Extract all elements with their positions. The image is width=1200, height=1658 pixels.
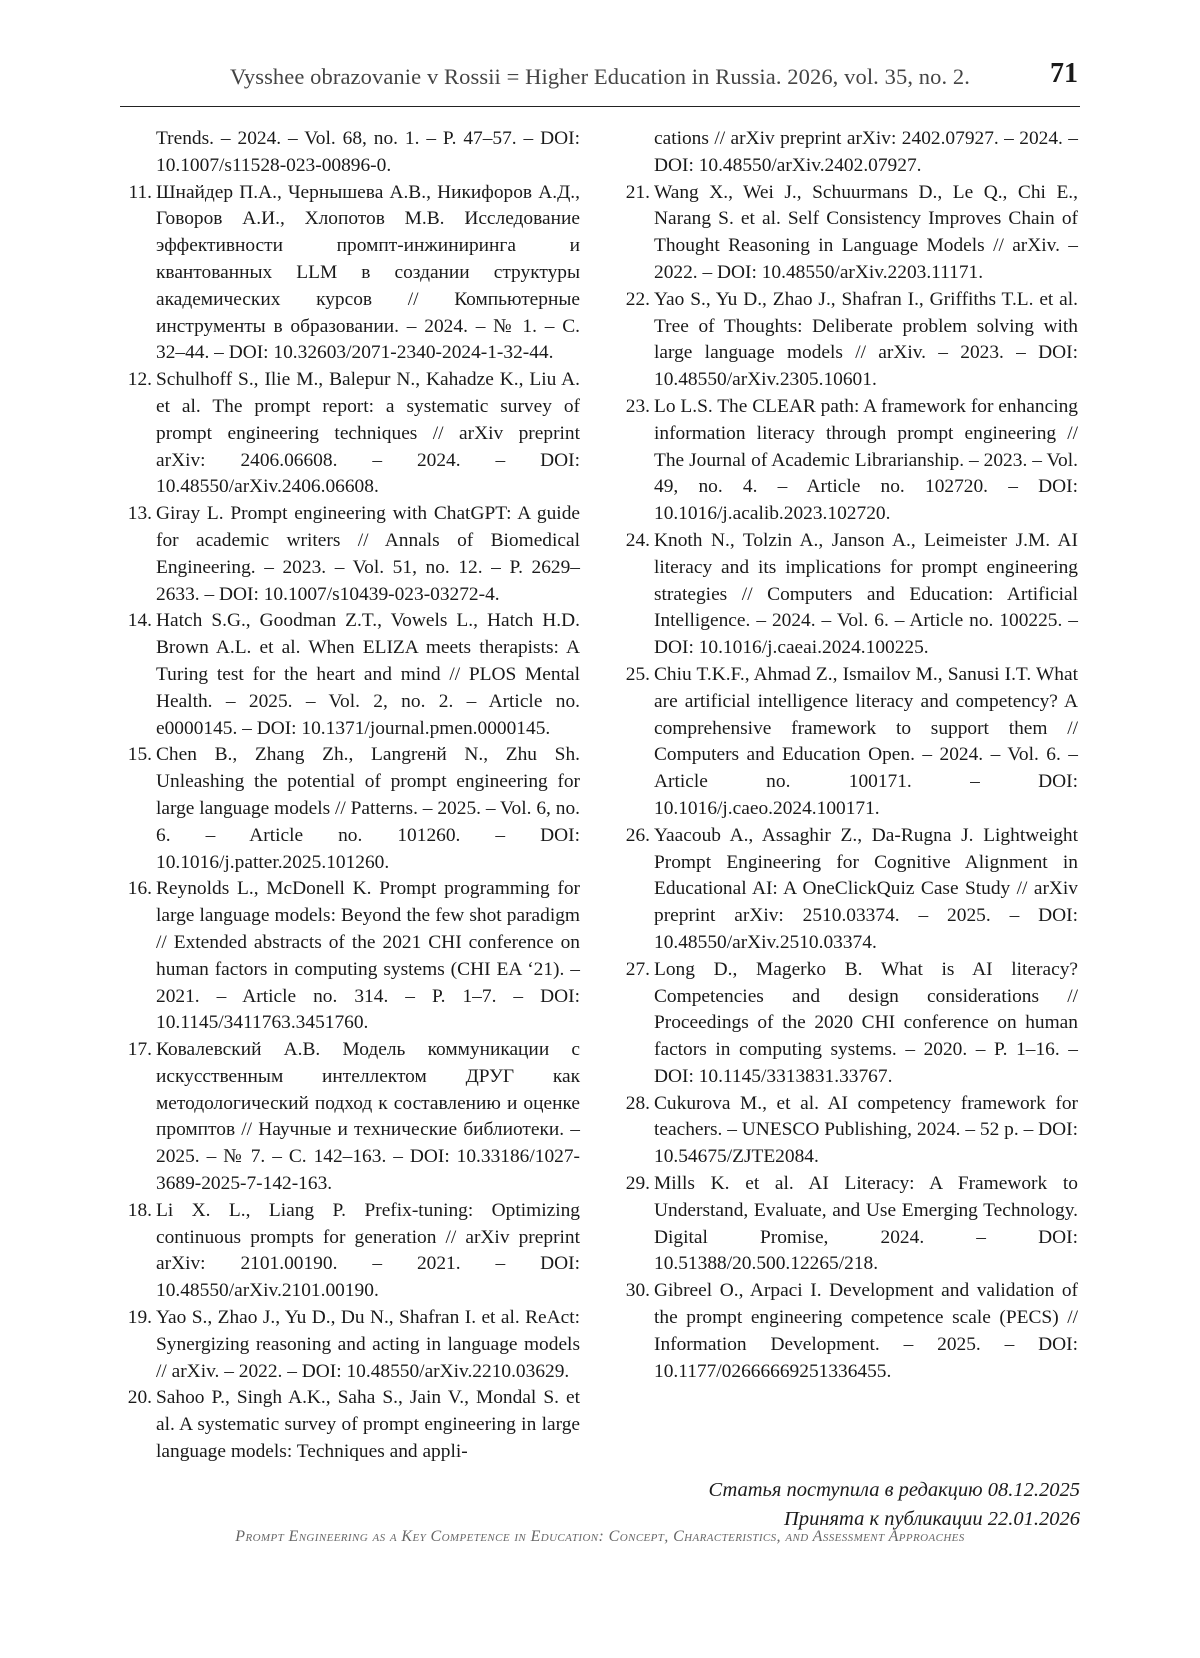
reference-text: Chiu T.K.F., Ahmad Z., Ismailov M., Sanusi I.T. What are artificial intelligence literacy and competency? A comprehensive framework to support them // Computers and Education Open. – 2024. – Vol. 6. – Article no. 100171. – DOI: 10.1016/j.caeo.2024.100171. — [654, 663, 1078, 819]
reference-text: Li X. L., Liang P. Prefix-tuning: Optimizing continuous prompts for generation // arXiv preprint arXiv: 2101.00190. – 2021. – DOI: 10.48550/arXiv.2101.00190. — [156, 1199, 580, 1302]
reference-item — [618, 662, 1078, 823]
reference-item — [618, 1278, 1078, 1385]
reference-text: Cukurova M., et al. AI competency framework for teachers. – UNESCO Publishing, 2024. – 52 p. – DOI: 10.54675/ZJTE2084. — [654, 1092, 1078, 1168]
reference-item — [618, 528, 1078, 662]
reference-number: 16. — [127, 878, 152, 900]
reference-number: 22. — [625, 288, 650, 310]
reference-text: Mills K. et al. AI Literacy: A Framework to Understand, Evaluate, and Use Emerging Technology. Digital Promise, 2024. – DOI: 10.51388/20.500.12265/218. — [654, 1173, 1078, 1275]
reference-number: 25. — [625, 663, 650, 685]
reference-text: Sahoo P., Singh A.K., Saha S., Jain V., Mondal S. et al. A systematic survey of prompt engineering in large language models: Techniques and appli- — [156, 1387, 580, 1463]
reference-number: 20. — [127, 1387, 152, 1409]
reference-text: Knoth N., Tolzin A., Janson A., Leimeister J.M. AI literacy and its implications for prompt engineering strategies // Computers and Education: Artificial Intelligence. – 2024. – Vol. 6. – Article no. 100225. – DOI: 10.1016/j.caeai.2024.100225. — [654, 529, 1078, 659]
reference-list-left — [120, 126, 580, 1466]
page-header — [120, 50, 1080, 107]
reference-text: cations // arXiv preprint arXiv: 2402.07927. – 2024. – DOI: 10.48550/arXiv.2402.07927. — [654, 128, 1078, 176]
reference-number: 19. — [127, 1307, 152, 1329]
running-footer: Prompt Engineering as a Key Competence in Education: Concept, Characteristics, and Assessment Approaches — [235, 1528, 965, 1545]
page-number: 71 — [1050, 58, 1078, 89]
reference-number: 14. — [127, 610, 152, 632]
reference-text: Schulhoff S., Ilie M., Balepur N., Kahadze K., Liu A. et al. The prompt report: a systematic survey of prompt engineering techniques // arXiv preprint arXiv: 2406.06608. – 2024. – DOI: 10.48550/arXiv.2406.06608. — [156, 369, 580, 498]
reference-item — [120, 367, 580, 501]
reference-item — [120, 742, 580, 876]
reference-number: 17. — [127, 1039, 152, 1061]
reference-number: 13. — [127, 503, 152, 525]
reference-item — [120, 876, 580, 1037]
reference-number: 11. — [128, 181, 152, 203]
reference-text: Long D., Magerko B. What is AI literacy? Competencies and design considerations // Proceedings of the 2020 CHI conference on human factors in computing systems. – 2020. – P. 1–16. – DOI: 10.1145/3313831.33767. — [654, 958, 1078, 1087]
running-title: Vysshee obrazovanie v Rossii = Higher Education in Russia. 2026, vol. 35, no. 2. — [230, 64, 970, 89]
reference-text: Gibreel O., Arpaci I. Development and validation of the prompt engineering competence scale (PECS) // Information Development. – 2025. – DOI: 10.1177/02666669251336455. — [654, 1280, 1078, 1382]
reference-number: 30. — [625, 1280, 650, 1302]
reference-number: 29. — [625, 1173, 650, 1195]
reference-continuation — [618, 126, 1078, 180]
reference-text: Hatch S.G., Goodman Z.T., Vowels L., Hatch H.D. Brown A.L. et al. When ELIZA meets therapists: A Turing test for the heart and mind // PLOS Mental Health. – 2025. – Vol. 2, no. 2. – Article no. e0000145. – DOI: 10.1371/journal.pmen.0000145. — [156, 610, 580, 739]
reference-text: Шнайдер П.А., Чернышева А.В., Никифоров А.Д., Говоров А.И., Хлопотов М.В. Исследование эффективности промпт-инжиниринга и квантованных LLM в создании структуры академических курсов // Компьютерные инструменты в образовании. – 2024. – № 1. – С. 32–44. – DOI: 10.32603/2071-2340-2024-1-32-44. — [156, 181, 580, 364]
reference-text: Giray L. Prompt engineering with ChatGPT: A guide for academic writers // Annals of Biomedical Engineering. – 2023. – Vol. 51, no. 12. – P. 2629–2633. – DOI: 10.1007/s10439-023-03272-4. — [156, 503, 580, 605]
reference-item — [120, 1037, 580, 1198]
reference-item — [120, 1305, 580, 1385]
reference-text: Chen B., Zhang Zh., Langreнй N., Zhu Sh. Unleashing the potential of prompt engineering for large language models // Patterns. – 2025. – Vol. 6, no. 6. – Article no. 101260. – DOI: 10.1016/j.patter.2025.101260. — [156, 744, 580, 873]
reference-number: 26. — [625, 824, 650, 846]
reference-item — [618, 1091, 1078, 1171]
accepted-date: Принята к публикации 22.01.2026 — [784, 1507, 1080, 1530]
reference-text: Wang X., Wei J., Schuurmans D., Le Q., Chi E., Narang S. et al. Self Consistency Improves Chain of Thought Reasoning in Language Models // arXiv. – 2022. – DOI: 10.48550/arXiv.2203.11171. — [654, 181, 1078, 283]
reference-text: Ковалевский А.В. Модель коммуникации с искусственным интеллектом ДРУГ как методологический подход к составлению и оценке промптов // Научные и технические библиотеки. – 2025. – № 7. – С. 142–163. – DOI: 10.33186/1027-3689-2025-7-142-163. — [156, 1039, 580, 1195]
reference-number: 12. — [127, 369, 152, 391]
reference-number: 28. — [625, 1092, 650, 1114]
reference-list-right — [618, 126, 1078, 1385]
reference-number: 18. — [127, 1199, 152, 1221]
reference-text: Yao S., Yu D., Zhao J., Shafran I., Griffiths T.L. et al. Tree of Thoughts: Deliberate problem solving with large language models // arXiv. – 2023. – DOI: 10.48550/arXiv.2305.10601. — [654, 288, 1078, 391]
reference-item — [618, 823, 1078, 957]
reference-text: Lo L.S. The CLEAR path: A framework for enhancing information literacy through prompt engineering // The Journal of Academic Librarianship. – 2023. – Vol. 49, no. 4. – Article no. 102720. – DOI: 10.1016/j.acalib.2023.102720. — [654, 395, 1078, 525]
reference-item — [120, 1385, 580, 1465]
reference-text: Reynolds L., McDonell K. Prompt programming for large language models: Beyond the few shot paradigm // Extended abstracts of the 2021 CHI conference on human factors in computing systems (CHI EA ‘21). – 2021. – Article no. 314. – P. 1–7. – DOI: 10.1145/3411763.3451760. — [156, 878, 580, 1034]
reference-item — [618, 287, 1078, 394]
reference-item — [618, 957, 1078, 1091]
reference-number: 23. — [625, 395, 650, 417]
reference-text: Yaacoub A., Assaghir Z., Da-Rugna J. Lightweight Prompt Engineering for Cognitive Alignment in Educational AI: A OneClickQuiz Case Study // arXiv preprint arXiv: 2510.03374. – 2025. – DOI: 10.48550/arXiv.2510.03374. — [654, 824, 1078, 953]
left-column — [120, 126, 580, 1466]
submission-note — [600, 1476, 1080, 1533]
right-column — [618, 126, 1078, 1385]
reference-number: 21. — [625, 181, 650, 203]
reference-text: Trends. – 2024. – Vol. 68, no. 1. – P. 47–57. – DOI: 10.1007/s11528-023-00896-0. — [156, 128, 580, 176]
reference-item — [618, 394, 1078, 528]
reference-item — [618, 1171, 1078, 1278]
received-date: Статья поступила в редакцию 08.12.2025 — [708, 1479, 1080, 1501]
reference-item — [120, 608, 580, 742]
reference-item — [120, 1198, 580, 1305]
reference-item — [120, 180, 580, 368]
reference-continuation — [120, 126, 580, 180]
reference-item — [120, 501, 580, 608]
reference-number: 27. — [625, 958, 650, 980]
reference-number: 15. — [127, 744, 152, 766]
reference-item — [618, 180, 1078, 287]
reference-text: Yao S., Zhao J., Yu D., Du N., Shafran I. et al. ReAct: Synergizing reasoning and acting in language models // arXiv. – 2022. – DOI: 10.48550/arXiv.2210.03629. — [156, 1307, 580, 1382]
reference-number: 24. — [625, 529, 650, 551]
